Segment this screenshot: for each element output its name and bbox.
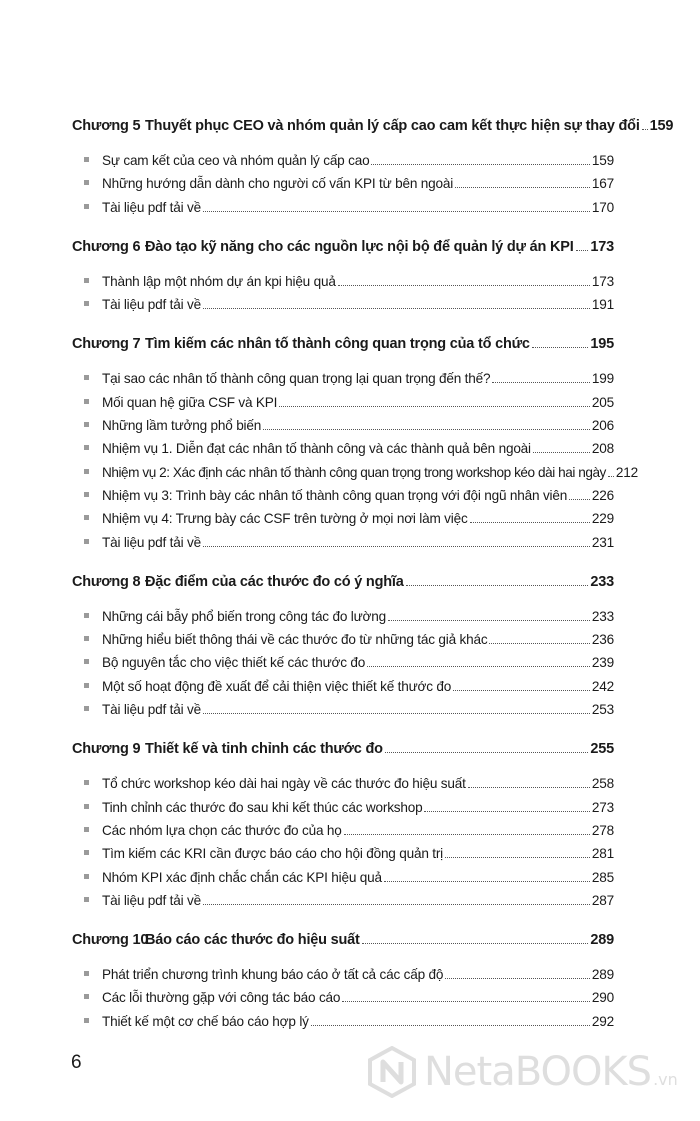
- toc-item-page: 170: [591, 199, 614, 215]
- toc-item-title: Tài liệu pdf tải về: [102, 199, 201, 215]
- toc-item-page: 206: [591, 418, 614, 434]
- watermark-text: NetaBOOKS: [424, 1049, 652, 1095]
- toc-item-page: 290: [591, 990, 614, 1006]
- toc-item-title: Tài liệu pdf tải về: [102, 702, 201, 718]
- toc-item-page: 281: [591, 846, 614, 862]
- toc-item-title: Sự cam kết của ceo và nhóm quản lý cấp cao: [102, 153, 370, 168]
- toc-item[interactable]: [72, 632, 614, 655]
- chapter-label: Chương 5: [72, 118, 141, 134]
- toc-item-page: 199: [591, 371, 614, 387]
- toc-item-title: Nhiệm vụ 4: Trưng bày các CSF trên tường ở mọi nơi làm việc: [102, 511, 468, 527]
- toc-item-page: 233: [591, 608, 614, 624]
- toc-item-title: Tài liệu pdf tải về: [102, 297, 201, 313]
- toc-item[interactable]: [72, 702, 614, 725]
- toc-item[interactable]: [72, 967, 614, 990]
- dot-leader: [424, 811, 589, 812]
- toc-item[interactable]: [72, 870, 614, 893]
- dot-leader: [532, 347, 589, 348]
- toc-item[interactable]: [72, 800, 614, 823]
- dot-leader: [203, 713, 590, 714]
- dot-leader: [470, 522, 590, 523]
- dot-leader: [406, 585, 589, 586]
- toc-item-page: 173: [591, 273, 614, 289]
- dot-leader: [533, 452, 590, 453]
- toc-item[interactable]: [72, 535, 614, 558]
- chapter-heading[interactable]: [72, 932, 614, 954]
- toc-item[interactable]: [72, 153, 614, 176]
- toc-item-page: 226: [591, 487, 614, 503]
- toc-item[interactable]: [72, 464, 638, 488]
- dot-leader: [362, 943, 589, 944]
- dot-leader: [385, 752, 589, 753]
- toc-item-title: Tìm kiếm các KRI cần được báo cáo cho hội đồng quản trị: [102, 846, 443, 862]
- chapter-page: 159: [649, 118, 674, 134]
- chapter-page: 173: [590, 238, 614, 255]
- table-of-contents: [72, 118, 674, 1037]
- dot-leader: [608, 476, 614, 477]
- watermark: [366, 1046, 678, 1098]
- toc-item-title: Các nhóm lựa chọn các thước đo của họ: [102, 822, 342, 838]
- toc-item-page: 212: [615, 464, 638, 480]
- toc-item[interactable]: [72, 776, 614, 799]
- toc-item[interactable]: [72, 609, 614, 632]
- toc-item-title: Những hiểu biết thông thái về các thước đo từ những tác giả khác: [102, 632, 488, 648]
- dot-leader: [203, 904, 590, 905]
- toc-item-page: 205: [591, 394, 614, 410]
- dot-leader: [203, 546, 590, 547]
- chapter-label: Chương 6: [72, 238, 141, 255]
- toc-item-title: Bộ nguyên tắc cho việc thiết kế các thước đo: [102, 655, 366, 671]
- toc-item-title: Nhiệm vụ 2: Xác định các nhân tố thành công quan trọng trong workshop kéo dài hai ngày: [102, 464, 606, 480]
- toc-item-title: Mối quan hệ giữa CSF và KPI: [102, 394, 278, 410]
- chapter-title: Thiết kế và tinh chỉnh các thước đo: [145, 741, 383, 758]
- toc-item[interactable]: [72, 176, 614, 199]
- dot-leader: [342, 1001, 590, 1002]
- toc-item[interactable]: [72, 395, 614, 418]
- toc-item-title: Tại sao các nhân tố thành công quan trọng lại quan trọng đến thế?: [102, 371, 491, 387]
- dot-leader: [492, 382, 590, 383]
- toc-item-page: 258: [591, 776, 614, 792]
- dot-leader: [203, 211, 590, 212]
- chapter-heading[interactable]: [72, 239, 614, 261]
- dot-leader: [279, 406, 590, 407]
- toc-item-page: 253: [591, 702, 614, 718]
- toc-item[interactable]: [72, 418, 614, 441]
- dot-leader: [338, 285, 590, 286]
- chapter-label: Chương 9: [72, 741, 141, 758]
- toc-item[interactable]: [72, 679, 614, 702]
- dot-leader: [445, 978, 590, 979]
- toc-item-page: 159: [591, 153, 614, 168]
- toc-item-title: Tài liệu pdf tải về: [102, 892, 201, 908]
- toc-item-page: 167: [591, 176, 614, 192]
- toc-item-page: 292: [591, 1013, 614, 1029]
- toc-item-title: Nhóm KPI xác định chắc chắn các KPI hiệu quả: [102, 869, 382, 885]
- toc-item[interactable]: [72, 655, 614, 678]
- toc-item-page: 278: [591, 822, 614, 838]
- dot-leader: [468, 787, 590, 788]
- toc-item[interactable]: [72, 297, 614, 320]
- toc-item[interactable]: [72, 846, 614, 869]
- toc-item[interactable]: [72, 488, 614, 511]
- toc-item-title: Tinh chỉnh các thước đo sau khi kết thúc các workshop: [102, 799, 423, 815]
- toc-item[interactable]: [72, 511, 614, 534]
- chapter-page: 233: [590, 573, 614, 590]
- toc-item[interactable]: [72, 990, 614, 1013]
- chapter-label: Chương 8: [72, 573, 141, 590]
- dot-leader: [367, 666, 590, 667]
- toc-item-title: Những cái bẫy phổ biến trong công tác đo lường: [102, 608, 386, 624]
- toc-item-title: Những lầm tưởng phổ biến: [102, 418, 262, 434]
- chapter-title: Tìm kiếm các nhân tố thành công quan trọng của tổ chức: [145, 336, 530, 353]
- toc-item-title: Những hướng dẫn dành cho người cố vấn KPI từ bên ngoài: [102, 176, 454, 192]
- chapter-heading[interactable]: [72, 118, 674, 140]
- toc-item-title: Nhiệm vụ 1. Diễn đạt các nhân tố thành công và các thành quả bên ngoài: [102, 441, 531, 457]
- toc-item[interactable]: [72, 1014, 614, 1037]
- toc-item-page: 289: [591, 967, 614, 983]
- chapter-title: Đào tạo kỹ năng cho các nguồn lực nội bộ để quản lý dự án KPI: [145, 238, 574, 255]
- toc-item-page: 242: [591, 678, 614, 694]
- toc-item-title: Các lỗi thường gặp với công tác báo cáo: [102, 990, 341, 1006]
- dot-leader: [576, 250, 589, 251]
- toc-item-title: Một số hoạt động đề xuất để cải thiện việc thiết kế thước đo: [102, 678, 452, 694]
- chapter-page: 289: [590, 932, 614, 949]
- dot-leader: [263, 429, 590, 430]
- toc-item-page: 287: [591, 892, 614, 908]
- chapter-label: Chương 7: [72, 336, 141, 353]
- dot-leader: [311, 1025, 590, 1026]
- chapter-heading[interactable]: [72, 741, 614, 763]
- toc-item[interactable]: [72, 823, 614, 846]
- dot-leader: [455, 187, 590, 188]
- chapter-title: Thuyết phục CEO và nhóm quản lý cấp cao cam kết thực hiện sự thay đổi: [145, 118, 640, 134]
- toc-item[interactable]: [72, 441, 614, 464]
- dot-leader: [489, 643, 589, 644]
- chapter-heading[interactable]: [72, 336, 614, 358]
- toc-item[interactable]: [72, 200, 614, 223]
- chapter-page: 195: [590, 336, 614, 353]
- dot-leader: [642, 129, 648, 130]
- chapter-title: Đặc điểm của các thước đo có ý nghĩa: [145, 573, 404, 590]
- toc-item-title: Phát triển chương trình khung báo cáo ở tất cả các cấp độ: [102, 967, 444, 983]
- toc-item-title: Nhiệm vụ 3: Trình bày các nhân tố thành công quan trọng với đội ngũ nhân viên: [102, 487, 568, 503]
- chapter-heading[interactable]: [72, 574, 614, 596]
- dot-leader: [445, 857, 590, 858]
- dot-leader: [388, 620, 590, 621]
- toc-item-title: Tổ chức workshop kéo dài hai ngày về các thước đo hiệu suất: [102, 776, 466, 792]
- page-number: 6: [71, 1052, 82, 1073]
- chapter-label: Chương 10: [72, 932, 149, 949]
- chapter-title: Báo cáo các thước đo hiệu suất: [145, 932, 360, 949]
- dot-leader: [203, 308, 590, 309]
- toc-item-page: 191: [591, 297, 614, 313]
- toc-item-title: Tài liệu pdf tải về: [102, 534, 201, 550]
- dot-leader: [453, 690, 590, 691]
- toc-item[interactable]: [72, 371, 614, 394]
- toc-item-page: 231: [591, 534, 614, 550]
- toc-item[interactable]: [72, 274, 614, 297]
- toc-item[interactable]: [72, 893, 614, 916]
- toc-item-title: Thành lập một nhóm dự án kpi hiệu quả: [102, 273, 336, 289]
- toc-item-page: 229: [591, 511, 614, 527]
- toc-item-title: Thiết kế một cơ chế báo cáo hợp lý: [102, 1013, 309, 1029]
- netabooks-logo-icon: [366, 1046, 418, 1098]
- dot-leader: [569, 499, 590, 500]
- toc-item-page: 208: [591, 441, 614, 457]
- toc-item-page: 236: [591, 632, 614, 648]
- chapter-page: 255: [590, 741, 614, 758]
- toc-item-page: 273: [591, 799, 614, 815]
- watermark-suffix: .vn: [653, 1069, 678, 1089]
- toc-item-page: 239: [591, 655, 614, 671]
- toc-item-page: 285: [591, 869, 614, 885]
- dot-leader: [384, 881, 590, 882]
- dot-leader: [371, 164, 589, 165]
- dot-leader: [344, 834, 590, 835]
